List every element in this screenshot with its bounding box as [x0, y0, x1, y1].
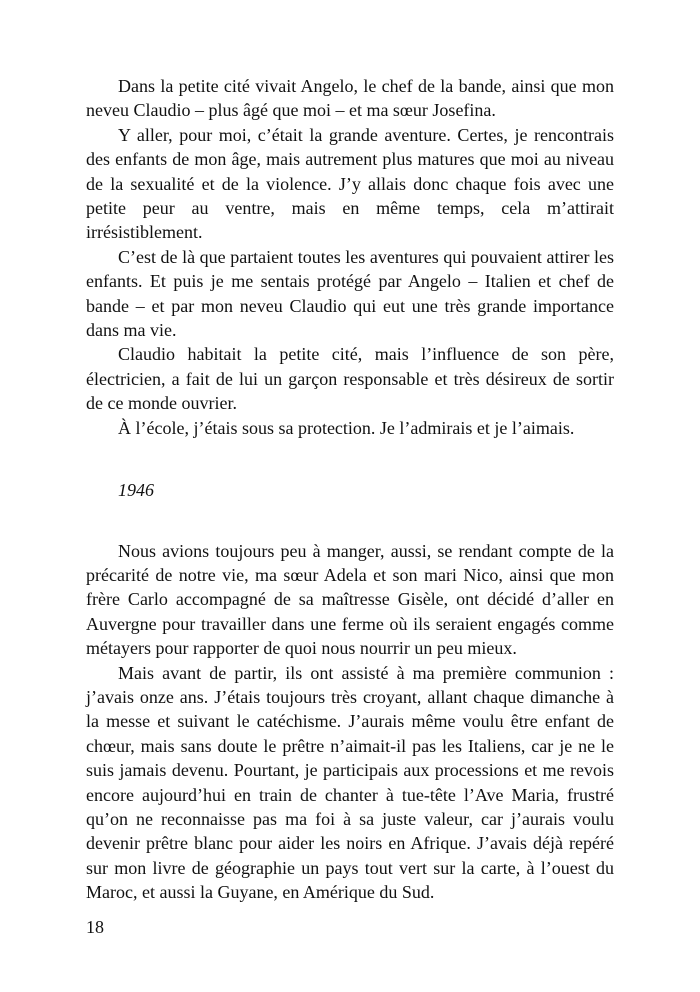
paragraph-aventure: Y aller, pour moi, c’était la grande aventure. Certes, je rencontrais des enfants de mon âge, mais autrement plus matures que moi au niveau de la sexualité et de la violence. J’y allais donc chaque fois avec une petite peur au ventre, mais en même temps, cela m’attirait irrésistiblement. [86, 124, 614, 243]
paragraph-cite: Dans la petite cité vivait Angelo, le chef de la bande, ainsi que mon neveu Claudio – plus âgé que moi – et ma sœur Josefina. [86, 76, 614, 121]
book-page-body [86, 74, 614, 905]
paragraph-communion: Mais avant de partir, ils ont assisté à ma première communion : j’avais onze ans. J’étais toujours très croyant, allant chaque dimanche à la messe et suivant le catéchisme. J’aurais même voulu être enfant de chœur, mais sans doute le prêtre n’aimait-il pas les Italiens, car je ne le suis jamais devenu. Pourtant, je participais aux processions et me revois encore aujourd’hui en train de chanter à tue-tête l’Ave Maria, frustré qu’on ne reconnaisse pas ma foi à sa juste valeur, car j’aurais voulu devenir prêtre blanc pour aider les noirs en Afrique. J’avais déjà repéré sur mon livre de géographie un pays tout vert sur la carte, à l’ouest du Maroc, et aussi la Guyane, en Amérique du Sud. [86, 662, 614, 903]
section-year-heading: 1946 [118, 480, 154, 501]
paragraph-protection: C’est de là que partaient toutes les aventures qui pouvaient attirer les enfants. Et puis je me sentais protégé par Angelo – Italien et chef de bande – et par mon neveu Claudio qui eut une très grande importance dans ma vie. [86, 246, 614, 341]
page-number: 18 [86, 917, 104, 937]
paragraph-auvergne: Nous avions toujours peu à manger, aussi, se rendant compte de la précarité de notre vie, ma sœur Adela et son mari Nico, ainsi que mon frère Carlo accompagné de sa maîtresse Gisèle, ont décidé d’aller en Auvergne pour travailler dans une ferme où ils seraient engagés comme métayers pour rapporter de quoi nous nourrir un peu mieux. [86, 540, 614, 659]
paragraph-claudio: Claudio habitait la petite cité, mais l’influence de son père, électricien, a fait de lui un garçon responsable et très désireux de sortir de ce monde ouvrier. [86, 344, 614, 414]
paragraph-ecole: À l’école, j’étais sous sa protection. Je l’admirais et je l’aimais. [118, 417, 575, 438]
